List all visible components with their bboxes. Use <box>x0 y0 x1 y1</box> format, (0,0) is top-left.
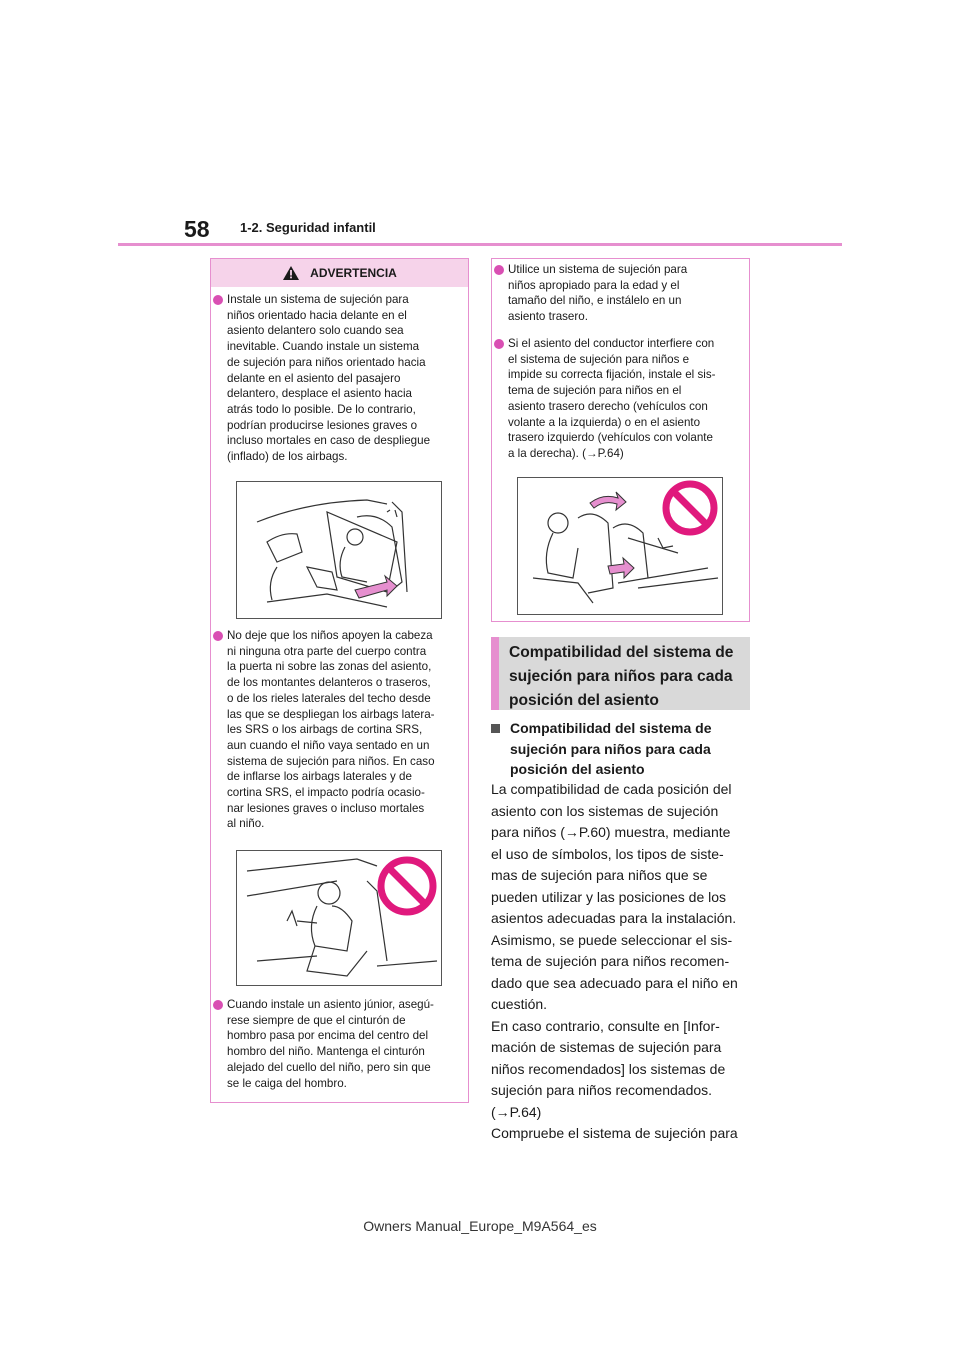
text-line: asiento delantero solo cuando sea <box>227 324 404 338</box>
text-line: pueden utilizar y las posiciones de los <box>491 888 727 905</box>
warning-bullet-2 <box>213 628 469 832</box>
text-line: posición del asiento <box>510 761 645 777</box>
warning-title: ADVERTENCIA <box>310 266 397 280</box>
text-line: La compatibilidad de cada posición del <box>491 781 732 797</box>
bullet-dot-icon <box>494 339 504 349</box>
text-line: Instale un sistema de sujeción para <box>227 293 409 306</box>
square-bullet-icon <box>491 724 500 733</box>
footer-manual-id: Owners Manual_Europe_M9A564_es <box>363 1218 597 1234</box>
text-line: sujeción para niños para cada <box>509 668 733 685</box>
text-line: Asimismo, se puede seleccionar el sis- <box>491 931 733 948</box>
prohibited-sign-icon <box>666 484 714 532</box>
text-line: nar lesiones graves o incluso mortales <box>227 801 425 815</box>
text-line: para niños (→P.60) muestra, mediante <box>491 824 731 840</box>
figure-child-seat-front <box>236 481 442 619</box>
text-line: al niño. <box>227 817 265 831</box>
text-line: (→P.64) <box>491 1103 542 1120</box>
text-line: el sistema de sujeción para niños e <box>508 352 690 366</box>
subheading <box>491 718 750 780</box>
warning-bullet-3 <box>213 997 469 1091</box>
text-line: de sujeción para niños orientado hacia <box>227 355 426 369</box>
figure-child-leaning-door <box>236 850 442 986</box>
header-rule <box>118 243 842 246</box>
text-line: mación de sistemas de sujeción para <box>491 1039 722 1055</box>
bullet-dot-icon <box>213 295 223 305</box>
text-line: En caso contrario, consulte en [Infor- <box>491 1017 720 1034</box>
warning-right-bullet-1 <box>494 262 750 325</box>
text-line: les SRS o los airbags de cortina SRS, <box>227 723 423 737</box>
bullet-dot-icon <box>494 265 504 275</box>
bullet-dot-icon <box>213 631 223 641</box>
text-line: tamaño del niño, e instálelo en un <box>508 294 682 308</box>
prohibited-sign-icon <box>381 860 433 912</box>
text-line: asiento con los sistemas de sujeción <box>491 802 719 819</box>
text-line: de los montantes delanteros o traseros, <box>227 676 431 690</box>
text-line: las que se despliegan los airbags latera- <box>227 707 435 721</box>
text-line: delante en el asiento del pasajero <box>227 371 401 385</box>
text-line: impide su correcta fijación, instale el sis- <box>508 368 716 382</box>
child-seat-front-illustration <box>237 482 441 618</box>
text-line: cuestión. <box>491 996 548 1012</box>
text-line: asiento trasero. <box>508 310 588 324</box>
text-line: sujeción para niños para cada <box>510 740 711 757</box>
text-line: Compatibilidad del sistema de <box>509 644 734 661</box>
section-heading <box>491 637 750 710</box>
text-line: trasero izquierdo (vehículos con volante <box>508 431 713 445</box>
arrow-icon <box>355 576 397 598</box>
text-line: hombro pasa por encima del centro del <box>227 1029 429 1043</box>
text-line: niños recomendados] los sistemas de <box>491 1060 726 1077</box>
text-line: alejado del cuello del niño, pero sin que <box>227 1060 431 1074</box>
figure-driver-seat-interference <box>517 477 723 615</box>
text-line: sistema de sujeción para niños. En caso <box>227 754 435 768</box>
text-line: volante a la izquierda) o en el asiento <box>508 415 701 429</box>
warning-triangle-icon <box>282 265 300 281</box>
text-line: sujeción para niños recomendados. <box>491 1082 713 1098</box>
text-line: Compruebe el sistema de sujeción para <box>491 1125 738 1141</box>
text-line: aun cuando el niño vaya sentado en un <box>227 738 430 752</box>
text-line: Compatibilidad del sistema de <box>510 720 712 736</box>
text-line: Cuando instale un asiento júnior, asegú- <box>227 998 434 1011</box>
text-line: a la derecha). (→P.64) <box>508 446 624 460</box>
text-line: dado que sea adecuado para el niño en <box>491 974 738 991</box>
text-line: cortina SRS, el impacto podría ocasio- <box>227 786 425 800</box>
text-line: incluso mortales en caso de despliegue <box>227 434 431 448</box>
text-line: (inflado) de los airbags. <box>227 450 348 464</box>
text-line: atrás todo lo posible. De lo contrario, <box>227 402 416 416</box>
text-line: podrían producirse lesiones graves o <box>227 418 418 432</box>
driver-seat-illustration <box>518 478 722 614</box>
text-line: posición del asiento <box>509 692 659 709</box>
text-line: niños apropiado para la edad y el <box>508 278 680 292</box>
text-line: de inflarse los airbags laterales y de <box>227 770 412 784</box>
text-line: el uso de símbolos, los tipos de siste- <box>491 845 724 862</box>
text-line: o de los rieles laterales del techo desde <box>227 691 431 705</box>
text-line: inevitable. Cuando instale un sistema <box>227 340 420 354</box>
text-line: mas de sujeción para niños que se <box>491 867 708 883</box>
text-line: se le caiga del hombro. <box>227 1076 347 1090</box>
text-line: delantero, desplace el asiento hacia <box>227 387 412 401</box>
warning-header <box>211 259 468 287</box>
text-line: la puerta ni sobre las zonas del asiento, <box>227 660 432 674</box>
page-number: 58 <box>184 216 210 242</box>
text-line: niños orientado hacia delante en el <box>227 308 407 322</box>
arrow-icon <box>590 492 626 510</box>
text-line: Si el asiento del conductor interfiere con <box>508 337 715 350</box>
text-line: Utilice un sistema de sujeción para <box>508 263 688 276</box>
text-line: hombro del niño. Mantenga el cinturón <box>227 1045 425 1059</box>
warning-bullet-1 <box>213 292 469 465</box>
text-line: ni ninguna otra parte del cuerpo contra <box>227 644 427 658</box>
text-line: tema de sujeción para niños en el <box>508 384 682 398</box>
text-line: tema de sujeción para niños recomen- <box>491 953 730 969</box>
text-line: asiento trasero derecho (vehículos con <box>508 399 708 413</box>
body-paragraph <box>491 779 753 1145</box>
section-title: 1-2. Seguridad infantil <box>240 220 376 235</box>
text-line: No deje que los niños apoyen la cabeza <box>227 629 433 642</box>
bullet-dot-icon <box>213 1000 223 1010</box>
warning-right-bullet-2 <box>494 336 750 462</box>
text-line: asientos adecuadas para la instalación. <box>491 910 737 926</box>
heading-accent-bar <box>491 637 499 710</box>
child-leaning-illustration <box>237 851 441 985</box>
text-line: rese siempre de que el cinturón de <box>227 1013 406 1027</box>
